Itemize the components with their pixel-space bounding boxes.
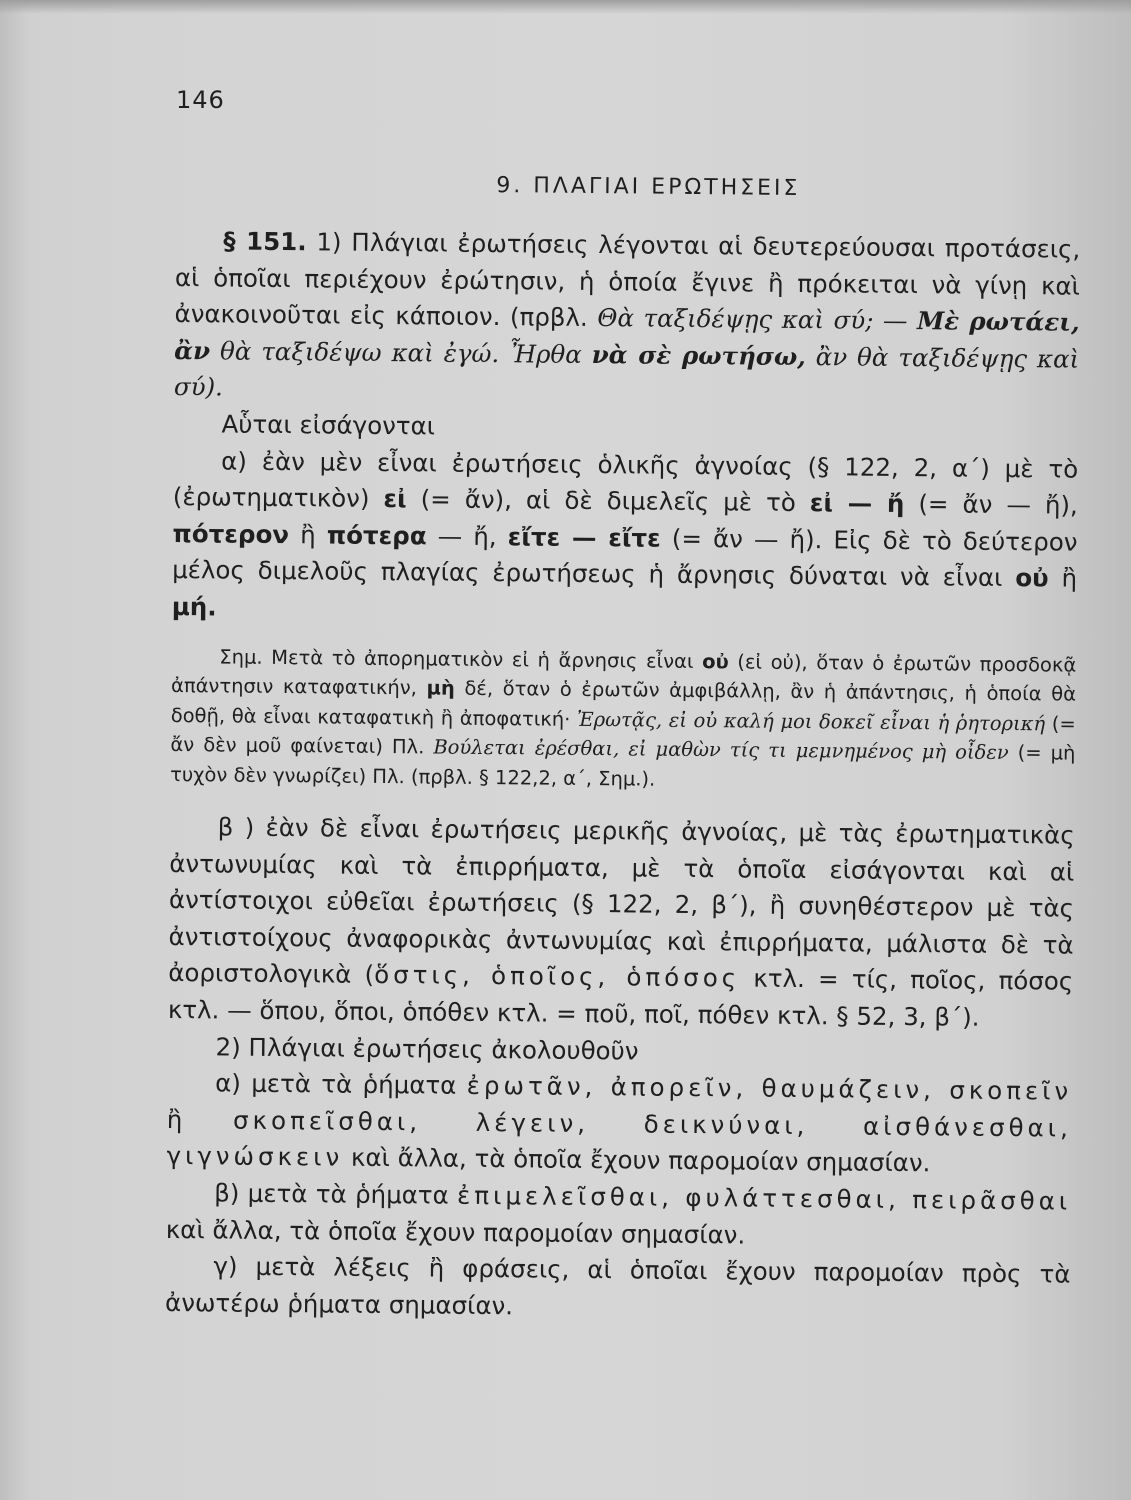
paragraph-beta-2: β) μετὰ τὰ ῥήματα ἐπιμελεῖσθαι, φυλάττεσθαι, πειρᾶσθαι καὶ ἄλλα, τὰ ὁποῖα ἔχουν παρομοίαν σημασίαν. (165, 1178, 1072, 1250)
paragraph-follow: 2) Πλάγιαι ἐρωτήσεις ἀκολουθοῦν (215, 1032, 639, 1066)
paragraph-beta: β ) ἐὰν δὲ εἶναι ἐρωτήσεις μερικῆς ἀγνοίας, μὲ τὰς ἐρωτηματικὰς ἀντωνυμίας καὶ τὰ ἐπιρρήματα, μὲ τὰ ὁποῖα εἰσάγονται καὶ αἱ ἀντίστοιχοι εὐθεῖαι ἐρωτήσεις (§ 122, 2, β΄), ἢ συνηθέστερον μὲ τὰς ἀντιστοίχους ἀναφορικὰς ἀντωνυμίας καὶ ἐπιρρήματα, μάλιστα δὲ τὰ ἀοριστολογικὰ (ὅστις, ὁποῖος, ὁπόσος κτλ. = τίς, ποῖος, πόσος κτλ. — ὅπου, ὅποι, ὁπόθεν κτλ. = ποῦ, ποῖ, πόθεν κτλ. § 52, 3, β΄). (167, 812, 1075, 1032)
paragraph-alpha-2: α) μετὰ τὰ ῥήματα ἐρωτᾶν, ἀπορεῖν, θαυμάζειν, σκοπεῖν ἢ σκοπεῖσθαι, λέγειν, δεικνύναι, αἰσθάνεσθαι, γιγνώσκειν καὶ ἄλλα, τὰ ὁποῖα ἔχουν παρομοίαν σημασίαν. (166, 1068, 1073, 1178)
paragraph-alpha: α) ἐὰν μὲν εἶναι ἐρωτήσεις ὁλικῆς ἀγνοίας (§ 122, 2, α΄) μὲ τὸ (ἐρωτηματικὸν) εἰ (= ἄν), αἱ δὲ διμελεῖς μὲ τὸ εἰ — ἤ (= ἄν — ἤ), πότερον ἢ πότερα — ἤ, εἴτε — εἴτε (= ἄν — ἤ). Εἰς δὲ τὸ δεύτερον μέλος διμελοῦς πλαγίας ἐρωτήσεως ἡ ἄρνησις δύναται νὰ εἶναι οὐ ἢ μή. (171, 446, 1079, 622)
note-quote-2: Βούλεται ἐρέσθαι, εἰ μαθὼν τίς τι μεμνημένος μὴ οἶδεν (433, 735, 1009, 765)
note-quote-1: Ἐρωτᾷς, εἰ οὐ καλή μοι δοκεῖ εἶναι ἡ ῥητορική (576, 707, 1046, 735)
section-number: § 151. (223, 226, 307, 257)
paragraph-gamma-2: γ) μετὰ λέξεις ἢ φράσεις, αἱ ὁποῖαι ἔχουν παρομοίαν πρὸς τὰ ἀνωτέρω ῥήματα σημασίαν. (164, 1251, 1071, 1321)
paragraph-introduced: Αὗται εἰσάγονται (221, 409, 436, 441)
paragraph-intro: § 151. 1) Πλάγιαι ἐρωτήσεις λέγονται αἱ δευτερεύουσαι προτάσεις, αἱ ὁποῖαι περιέχουν ἐρώτησιν, ἡ ὁποία ἔγινε ἢ πρόκειται νὰ γίνῃ καὶ ἀνακοινοῦται εἰς κάποιον. (πρβλ. Θὰ ταξιδέψῃς καὶ σύ; — Μὲ ρωτάει, ἂν θὰ ταξιδέψω καὶ ἐγώ. Ἦρθα νὰ σὲ ρωτήσω, ἂν θὰ ταξιδέψῃς καὶ σύ). (173, 226, 1081, 402)
page-number: 146 (176, 86, 225, 114)
page-content (165, 170, 1081, 1330)
chapter-title: 9. ΠΛΑΓΙΑΙ ΕΡΩΤΗΣΕΙΣ (496, 173, 801, 201)
note-paragraph: Σημ. Μετὰ τὸ ἀπορηματικὸν εἰ ἡ ἄρνησις εἶναι οὐ (εἰ οὐ), ὅταν ὁ ἐρωτῶν προσδοκᾷ ἀπάντησιν καταφατικήν, μὴ δέ, ὅταν ὁ ἐρωτῶν ἀμφιβάλλῃ, ἂν ἡ ἀπάντησις, ἡ ὁποία θὰ δοθῇ, θὰ εἶναι καταφατικὴ ἢ ἀποφατική· Ἐρωτᾷς, εἰ οὐ καλή μοι δοκεῖ εἶναι ἡ ῥητορική (= ἄν δὲν μοῦ φαίνεται) Πλ. Βούλεται ἐρέσθαι, εἰ μαθὼν τίς τι μεμνημένος μὴ οἶδεν (= μὴ τυχὸν δὲν γνωρίζει) Πλ. (πρβλ. § 122,2, α΄, Σημ.). (170, 644, 1077, 791)
page-top-shadow (0, 0, 1131, 14)
note-label: Σημ. (219, 644, 263, 669)
